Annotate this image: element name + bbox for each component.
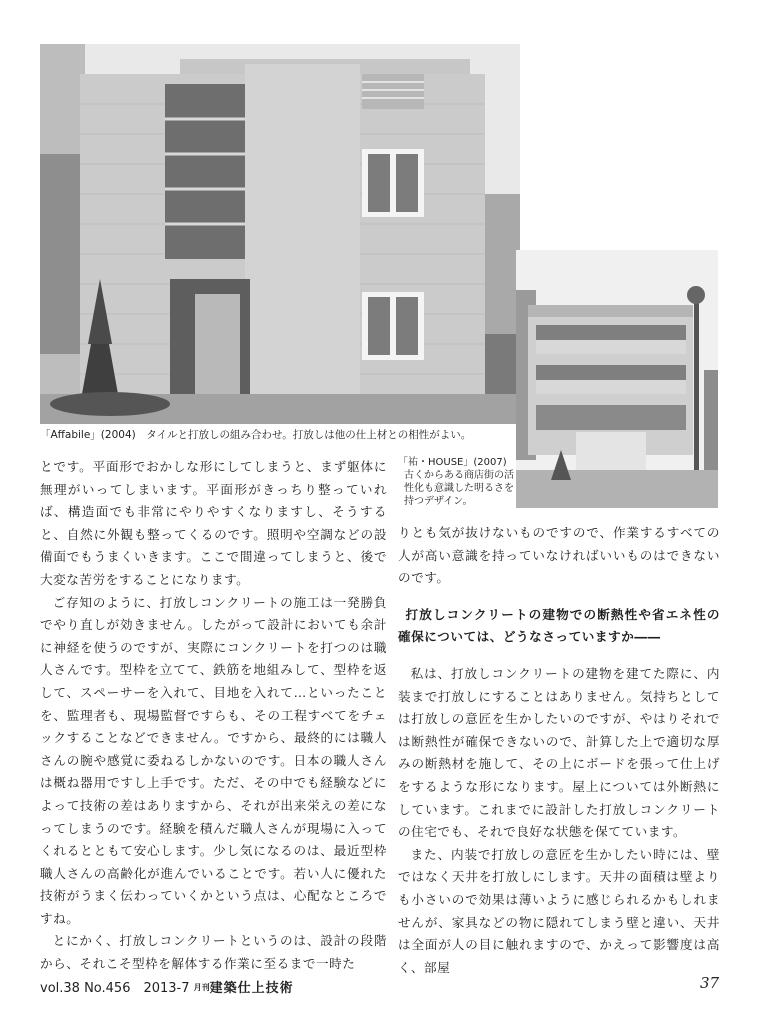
magazine-title: 建築仕上技術: [209, 981, 294, 996]
article-column-left: [40, 456, 387, 976]
paragraph: とです。平面形でおかしな形にしてしまうと、まず躯体に無理がいってしまいます。平面形がきっちり整っていれば、構造面でも非常にやりやすくなりますし、そうすると、自然に外観も整ってくるのです。照明や空調などの設備面でもうまくいきます。ここで間違ってしまうと、後で大変な苦労をすることになります。: [40, 459, 387, 587]
page-number: 37: [700, 974, 720, 992]
paragraph: また、内装で打放しの意匠を生かしたい時には、壁ではなく天井を打放しにします。天井の面積は壁よりも小さいので効果は薄いように感じられるかもしれませんが、家具などの物に隠れてしまう壁と違い、天井は全面が人の目に触れますので、かえって影響度は高く、部屋: [398, 846, 720, 975]
footer-issue-info: [40, 977, 294, 996]
photo-caption-sub: [398, 456, 516, 508]
photo-affabile: [40, 44, 520, 424]
paragraph: 私は、打放しコンクリートの建物を建てた際に、内装まで打放しにすることはありません。気持ちとしては打放しの意匠を生かしたいのですが、やはりそれでは断熱性が確保できないので、計算した上で適切な厚みの断熱材を施して、その上にボードを張って仕上げをするような形になります。屋上については外断熱にしています。これまでに設計した打放しコンクリートの住宅でも、それで良好な状態を保てています。: [398, 665, 720, 840]
paragraph: とにかく、打放しコンクリートというのは、設計の段階から、それこそ型枠を解体する作業に至るまで一時た: [40, 933, 387, 972]
photo-caption-main: 「Affabile」(2004) タイルと打放しの組み合わせ。打放しは他の仕上材との相性がよい。: [40, 429, 472, 441]
photo-caption-sub-body: 古くからある商店街の活性化も意識した明るさを持つデザイン。: [404, 470, 514, 507]
photo-yu-house: [516, 250, 718, 508]
building-photo-icon: [40, 44, 520, 424]
interview-question: 打放しコンクリートの建物での断熱性や省エネ性の確保については、どうなさっていますか――: [398, 606, 720, 645]
issue-number: vol.38 No.456 2013-7: [40, 981, 190, 996]
paragraph: りとも気が抜けないものですので、作業するすべての人が高い意識を持っていなければいいものはできないのです。: [398, 525, 720, 586]
magazine-frequency: 月刊: [193, 983, 210, 992]
paragraph: ご存知のように、打放しコンクリートの施工は一発勝負でやり直しが効きません。したがって設計においても余計に神経を使うのですが、実際にコンクリートを打つのは職人さんです。型枠を立てて、鉄筋を地組みして、型枠を返して、スペーサーを入れて、目地を入れて…といったことを、監理者も、現場監督ですらも、その工程すべてをチェックすることなどできません。ですから、最終的には職人さんの腕や感覚に委ねるしかないのです。日本の職人さんは概ね器用ですし上手です。ただ、その中でも経験などによって技術の差はありますから、それが出来栄えの差になってしまうのです。経験を積んだ職人さんが現場に入ってくれるとともて安心します。少し気になるのは、最近型枠職人さんの高齢化が進んでいることです。若い人に優れた技術がうまく伝わっていくかという点は、心配なところですね。: [40, 594, 387, 926]
building-photo-icon: [516, 250, 718, 508]
photo-caption-sub-title: 「祐・HOUSE」(2007): [398, 457, 507, 468]
article-column-right: [398, 522, 720, 979]
